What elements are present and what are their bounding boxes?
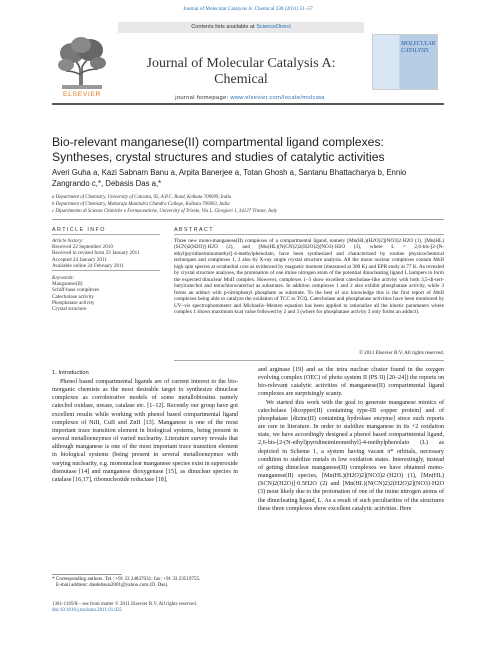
divider [174, 234, 444, 235]
running-head: Journal of Molecular Catalysis A: Chemical 338 (2011) 51–57 [183, 6, 313, 12]
footnote [52, 576, 238, 589]
affiliation-a: a Department of Chemistry, University of Calcutta, 92, A.P.C. Road, Kolkata 700009, India [52, 195, 232, 200]
divider [174, 360, 444, 361]
paragraph: Phenol based compartmental ligands are of current interest to the bio-inorganic chemists as the most desirable target to synthesize dinuclear complexes as corroborative models of some metallobiosites namely catechol oxidase, urease, catalase etc. [1–12]. Recently our group have got excellent results while working with phenol based compartmental ligand complexes of NiII, CuII and ZnII [13]. Manganese is one of the most important trace transition element in biological systems, being present in several metalloenzymes of varied nuclearity. Literature survey reveals that although manganese is one of the most important trace transition element in biological systems (being present in several metalloenzymes with varying nuclearity, e.g. mononuclear manganese species exist in superoxide dismutase [14] and manganese dioxygenase [15], as dinuclear species in catalase [16,17], ribonucleotide reductase [18], [52, 379, 238, 483]
contents-prefix: Contents lists available at [191, 24, 257, 30]
journal-title: Journal of Molecular Catalysis A: Chemical [146, 56, 336, 87]
author-list: Averi Guha a, Kazi Sabnam Banu a, Arpita Banerjee a, Totan Ghosh a, Santanu Bhattacharya b, Ennio Zangrando c,*, Debasis Das a,* [52, 168, 407, 188]
article-info-heading: ARTICLE INFO [52, 227, 106, 233]
cover-title: MOLECULAR CATALYSIS [401, 41, 436, 54]
homepage-prefix: journal homepage: [175, 95, 231, 101]
keyword: Manganese(II) [52, 281, 83, 288]
journal-homepage [130, 95, 370, 101]
doi-link[interactable]: doi:10.1016/j.molcata.2011.01.025 [52, 608, 122, 614]
journal-cover [372, 34, 438, 90]
history-line: Received 22 September 2010 [52, 244, 113, 251]
footer-line: 1381-1169/$ – see front matter © 2011 Elsevier B.V. All rights reserved. [52, 602, 197, 607]
keyword: Schiff-base complexes [52, 287, 100, 294]
header-rule [52, 103, 444, 105]
article-title: Bio-relevant manganese(II) compartmental ligand complexes: Syntheses, crystal structures and studies of catalytic activities [52, 135, 385, 164]
footnote-rule [52, 574, 122, 575]
section-heading: 1. Introduction [52, 370, 89, 376]
abstract-heading: ABSTRACT [174, 227, 214, 233]
keywords [52, 275, 162, 312]
divider [52, 219, 444, 220]
affiliation-b: b Department of Chemistry, Maharaja Manindra Chandra College, Kolkata 700003, India [52, 201, 230, 207]
abstract-text: Three new mono-manganese(II) complexes of a compartmental ligand, namely [Mn(HL)(H2O)2](NO3)2·H2O (1), [Mn(HL)(SCN)2(H2O)]·H2O (2), and [Mn(HL)(N(CN)2)2(H2O)2](NO3)·H2O (3), where L = 2,6-bis-[2-(N-ethyl)pyridineiminomethyl]-4-methylphenolato, have been synthesized and characterized by routine physicochemical techniques and complexes 1, 2 also by X-ray single crystal structure analysis. All the mono nuclear complexes contain MnII high spin species at octahedral core as evidenced by magnetic moment (measured at 300 K) and EPR study at 77 K. As revealed by crystal structure analyses, the protonation of one imine nitrogen atom of the potential dinucleating ligand L hampers to form the expected dinuclear MnII complex. However, complexes 1–3 show excellent catecholase-like activity with both 3,5-di-tert-butylcatechol and tetrachlorocatechol as substrates. In addition complexes 1 and 2 also exhibit phosphatase activity, while 3 forms an adduct with p-nitrophenyl phosphate as substrate. To the best of our knowledge this is the first report of MnII complexes being able to catalyze the oxidation of TCC to TCQ. Catecholase and phosphatase activities have been monitored by UV–vis spectrophotometer and Michaelis–Menten equation has been applied to rationalize all the kinetic parameters where complex 1 shows maximum kcat value followed by 2 and 3 (where for phosphatase activity 3 only forms an adduct). [174, 238, 444, 315]
sciencedirect-link[interactable]: ScienceDirect [256, 24, 291, 30]
article-history [52, 238, 162, 269]
homepage-link[interactable]: www.elsevier.com/locate/molcata [230, 95, 325, 101]
keyword: Phosphatase activity [52, 299, 95, 306]
body-column-right [258, 366, 444, 513]
footer [52, 602, 238, 615]
keywords-label: Keywords: [52, 275, 75, 281]
footnote-line: * Corresponding authors. Tel.: +91 33 24837031; fax: +91 33 23519755. [52, 576, 201, 582]
divider [52, 270, 160, 271]
keyword: Catecholase activity [52, 293, 94, 300]
elsevier-tree-logo [56, 35, 108, 91]
publisher-name: ELSEVIER [62, 91, 102, 98]
keyword: Crystal structure [52, 306, 87, 313]
affiliations [52, 195, 444, 215]
divider [52, 234, 160, 235]
history-line: Received in revised form 23 January 2011 [52, 250, 140, 257]
history-label: Article history: [52, 238, 84, 244]
history-line: Available online 24 February 2011 [52, 262, 125, 269]
paragraph: We started this work with the goal to generate manganese mimics of catecholase [dicopper(II) containing type-III copper protein] and of phosphatase [dizinc(II) containing hydrolase enzyme] since such reports are rare in literature. In order to stabilize manganese in its +2 oxidation state, we have accordingly designed a phenol based compartmental ligand, 2,6-bis-[2-(N-ethyl)pyridineiminomethyl]-4-methylphenolato (L) as depicted in Scheme 1, a system having vacant π* orbitals, necessary condition to stabilize metals in low oxidation states. Interestingly, instead of getting dinuclear manganese(II) complexes we have obtained mono-manganese(II) species, [Mn(HL)(H2O)2](NO3)2·(H2O) (1), [Mn(HL)(SCN)2(H2O)]·0.5H2O (2) and [Mn(HL)(N(CN)2)2(H2O)2](NO3)·H2O (3) most likely due to the protonation of one of the imine nitrogen atoms of the dinucleating ligand, L. As a result of such peculiarities of the structures these three complexes show excellent catalytic activities. Here [258, 399, 444, 512]
body-column-left [52, 378, 238, 484]
affiliation-c: c Dipartimento di Scienze Chimiche e Farmaceutiche, University of Trieste, Via L. Giorgieri 1, 34127 Trieste, Italy [52, 208, 278, 214]
footnote-line: E-mail address: dasdebasis2001@yahoo.com (D. Das). [56, 582, 169, 589]
contents-bar [118, 22, 364, 33]
copyright: © 2011 Elsevier B.V. All rights reserved. [358, 350, 444, 356]
history-line: Accepted 24 January 2011 [52, 256, 107, 263]
paragraph: and arginase [19] and as the tetra nuclear cluster found in the oxygen evolving complex (OEC) of photo system II (PS II) [20–24]) the reports on bio-relevant catalytic activities of manganese(II) compartmental ligand complexes are surprisingly scanty. [258, 367, 444, 398]
